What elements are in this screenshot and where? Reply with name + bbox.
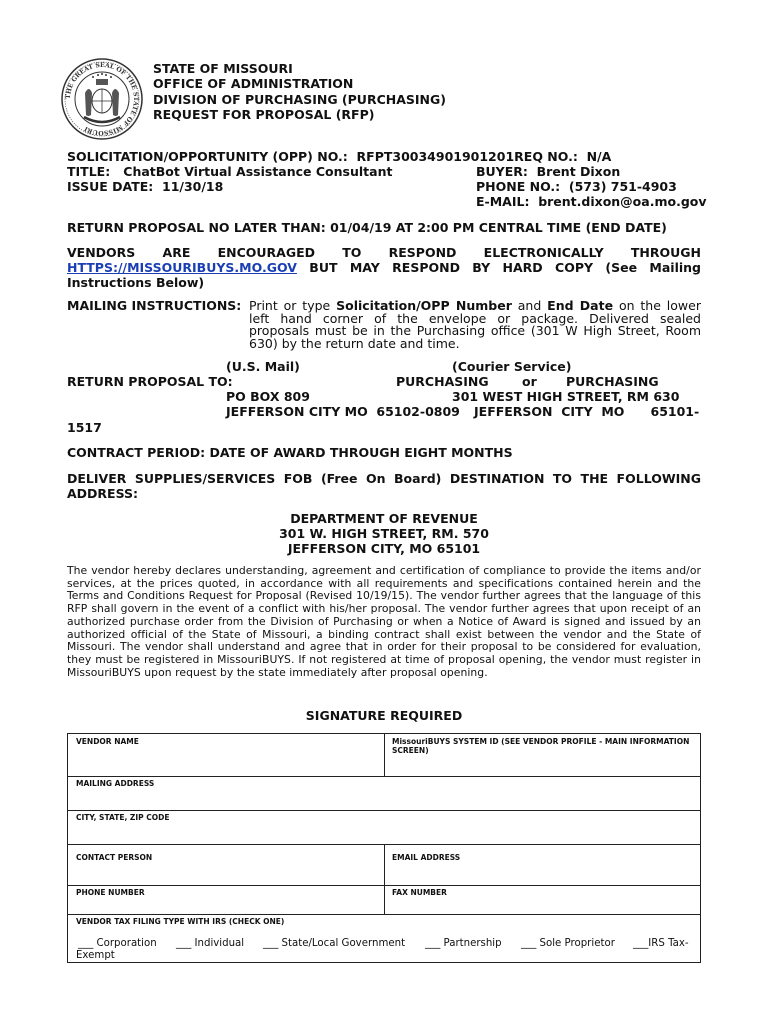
city-state-zip-field[interactable] xyxy=(68,810,700,844)
mailing-line-4: 630) by the return date and time. xyxy=(249,335,460,351)
mail-city: JEFFERSON CITY MO 65102-0809 xyxy=(226,404,460,419)
deliver-instructions xyxy=(67,471,701,501)
or-label: or xyxy=(522,374,537,389)
courier-street: 301 WEST HIGH STREET, RM 630 xyxy=(452,389,680,404)
option-irs-tax-exempt[interactable]: ___IRS Tax- xyxy=(633,938,689,949)
state-seal-logo xyxy=(60,57,144,141)
dept-name: DEPARTMENT OF REVENUE xyxy=(290,511,478,526)
purchasing-1: PURCHASING xyxy=(396,374,489,389)
opp-number: RFPT30034901901201 xyxy=(356,149,515,164)
header-line-rfp: REQUEST FOR PROPOSAL (RFP) xyxy=(153,106,375,122)
option-exempt-wrap: Exempt xyxy=(76,950,115,961)
document-header xyxy=(153,61,446,122)
mailing-instructions xyxy=(249,298,701,350)
return-to-label: RETURN PROPOSAL TO: xyxy=(67,374,233,389)
purchasing-2: PURCHASING xyxy=(566,374,659,389)
courier-label: (Courier Service) xyxy=(452,359,572,374)
vendors-line-3: Instructions Below) xyxy=(67,275,205,290)
po-box: PO BOX 809 xyxy=(226,389,310,404)
dept-street: 301 W. HIGH STREET, RM. 570 xyxy=(279,526,489,541)
buyer-line: BUYER: Brent Dixon xyxy=(476,164,621,179)
phone-number-field[interactable] xyxy=(68,885,384,914)
issue-date-line: ISSUE DATE: 11/30/18 xyxy=(67,179,224,194)
deliver-line-2: ADDRESS: xyxy=(67,486,139,501)
option-corporation[interactable]: ___ Corporation xyxy=(78,938,157,949)
mailing-address-label: MAILING ADDRESS xyxy=(76,779,155,788)
buyer-email: brent.dixon@oa.mo.gov xyxy=(538,194,707,209)
mailing-line-2: left hand corner of the envelope or package. Delivered sealed xyxy=(249,311,701,326)
option-state-local-government[interactable]: ___ State/Local Government xyxy=(263,938,406,949)
deliver-line-1: DELIVER SUPPLIES/SERVICES FOB (Free On Board) DESTINATION TO THE FOLLOWING xyxy=(67,471,701,486)
mailing-label: MAILING INSTRUCTIONS: xyxy=(67,298,242,313)
buyer-phone: (573) 751-4903 xyxy=(568,179,677,194)
mailing-line-3: proposals must be in the Purchasing office (301 W High Street, Room xyxy=(249,323,701,339)
req-number: N/A xyxy=(586,149,612,164)
contract-period: CONTRACT PERIOD: DATE OF AWARD THROUGH EIGHT MONTHS xyxy=(67,445,513,460)
mailing-line-1: Print or type Solicitation/OPP Number and End Date on the lower xyxy=(249,298,701,313)
vendor-signature-form xyxy=(67,733,701,963)
contact-person-label: CONTACT PERSON xyxy=(76,853,153,862)
phone-line: PHONE NO.: (573) 751-4903 xyxy=(476,179,677,194)
vendor-name-label: VENDOR NAME xyxy=(76,737,139,746)
return-deadline: RETURN PROPOSAL NO LATER THAN: 01/04/19 AT 2:00 PM CENTRAL TIME (END DATE) xyxy=(67,220,667,235)
header-line-state: STATE OF MISSOURI xyxy=(153,61,293,76)
header-line-office: OFFICE OF ADMINISTRATION xyxy=(153,76,354,92)
phone-number-label: PHONE NUMBER xyxy=(76,888,145,897)
option-partnership[interactable]: ___ Partnership xyxy=(425,938,502,949)
seal-text: THE GREAT SEAL OF THE STATE OF MISSOURI xyxy=(64,61,140,137)
courier-city: JEFFERSON CITY MO 65101- xyxy=(474,404,700,419)
signature-required-title: SIGNATURE REQUIRED xyxy=(305,708,463,723)
option-individual[interactable]: ___ Individual xyxy=(176,938,245,949)
email-line: E-MAIL: brent.dixon@oa.mo.gov xyxy=(476,194,707,209)
email-address-label: EMAIL ADDRESS xyxy=(392,853,461,862)
vendor-name-field[interactable] xyxy=(68,734,384,776)
header-line-division: DIVISION OF PURCHASING (PURCHASING) xyxy=(153,91,446,107)
fax-number-label: FAX NUMBER xyxy=(392,888,447,897)
city-state-zip-label: CITY, STATE, ZIP CODE xyxy=(76,813,170,822)
vendors-line-1: VENDORS ARE ENCOURAGED TO RESPOND ELECTRONICALLY THROUGH xyxy=(67,245,701,260)
system-id-field[interactable] xyxy=(384,734,700,776)
issue-date: 11/30/18 xyxy=(162,179,224,194)
solicitation-line: SOLICITATION/OPPORTUNITY (OPP) NO.: RFPT30034901901201REQ NO.: N/A xyxy=(67,149,612,164)
us-mail-label: (U.S. Mail) xyxy=(226,359,300,374)
option-sole-proprietor[interactable]: ___ Sole Proprietor xyxy=(521,938,615,949)
email-address-field[interactable] xyxy=(384,844,700,885)
vendors-line-2: HTTPS://MISSOURIBUYS.MO.GOV BUT MAY RESPOND BY HARD COPY (See Mailing xyxy=(67,260,701,275)
tax-filing-type-label: VENDOR TAX FILING TYPE WITH IRS (CHECK ONE) xyxy=(76,917,285,926)
delivery-address xyxy=(67,511,701,556)
buyer-name: Brent Dixon xyxy=(536,164,621,179)
mailing-address-field[interactable] xyxy=(68,776,700,810)
missouribuys-link[interactable]: HTTPS://MISSOURIBUYS.MO.GOV xyxy=(67,260,297,275)
vendors-notice xyxy=(67,245,701,290)
vendor-declaration: The vendor hereby declares understanding, agreement and certification of compliance to provide the items and/or services, at the prices quoted, in accordance with all requirements and specifications contained herein and the Terms and Conditions Request for Proposal (Revised 10/19/15). The vendor further agrees that the language of this RFP shall govern in the event of a conflict with his/her proposal. The vendor further agrees that upon receipt of an authorized purchase order from the Division of Purchasing or when a Notice of Award is signed and issued by an authorized official of the State of Missouri, a binding contract shall exist between the vendor and the State of Missouri. The vendor shall understand and agree that in order for their proposal to be considered for evaluation, they must be registered in MissouriBUYS. If not registered at time of proposal opening, the vendor must register in MissouriBUYS upon request by the state immediately after proposal opening. xyxy=(67,564,701,679)
fax-number-field[interactable] xyxy=(384,885,700,914)
title-line: TITLE: ChatBot Virtual Assistance Consultant xyxy=(67,164,393,179)
contact-person-field[interactable] xyxy=(68,844,384,885)
system-id-label: MissouriBUYS SYSTEM ID (SEE VENDOR PROFILE - MAIN INFORMATION SCREEN) xyxy=(392,737,690,755)
rfp-title: ChatBot Virtual Assistance Consultant xyxy=(123,164,393,179)
dept-city: JEFFERSON CITY, MO 65101 xyxy=(287,541,481,556)
courier-zip-tail: 1517 xyxy=(67,420,102,435)
